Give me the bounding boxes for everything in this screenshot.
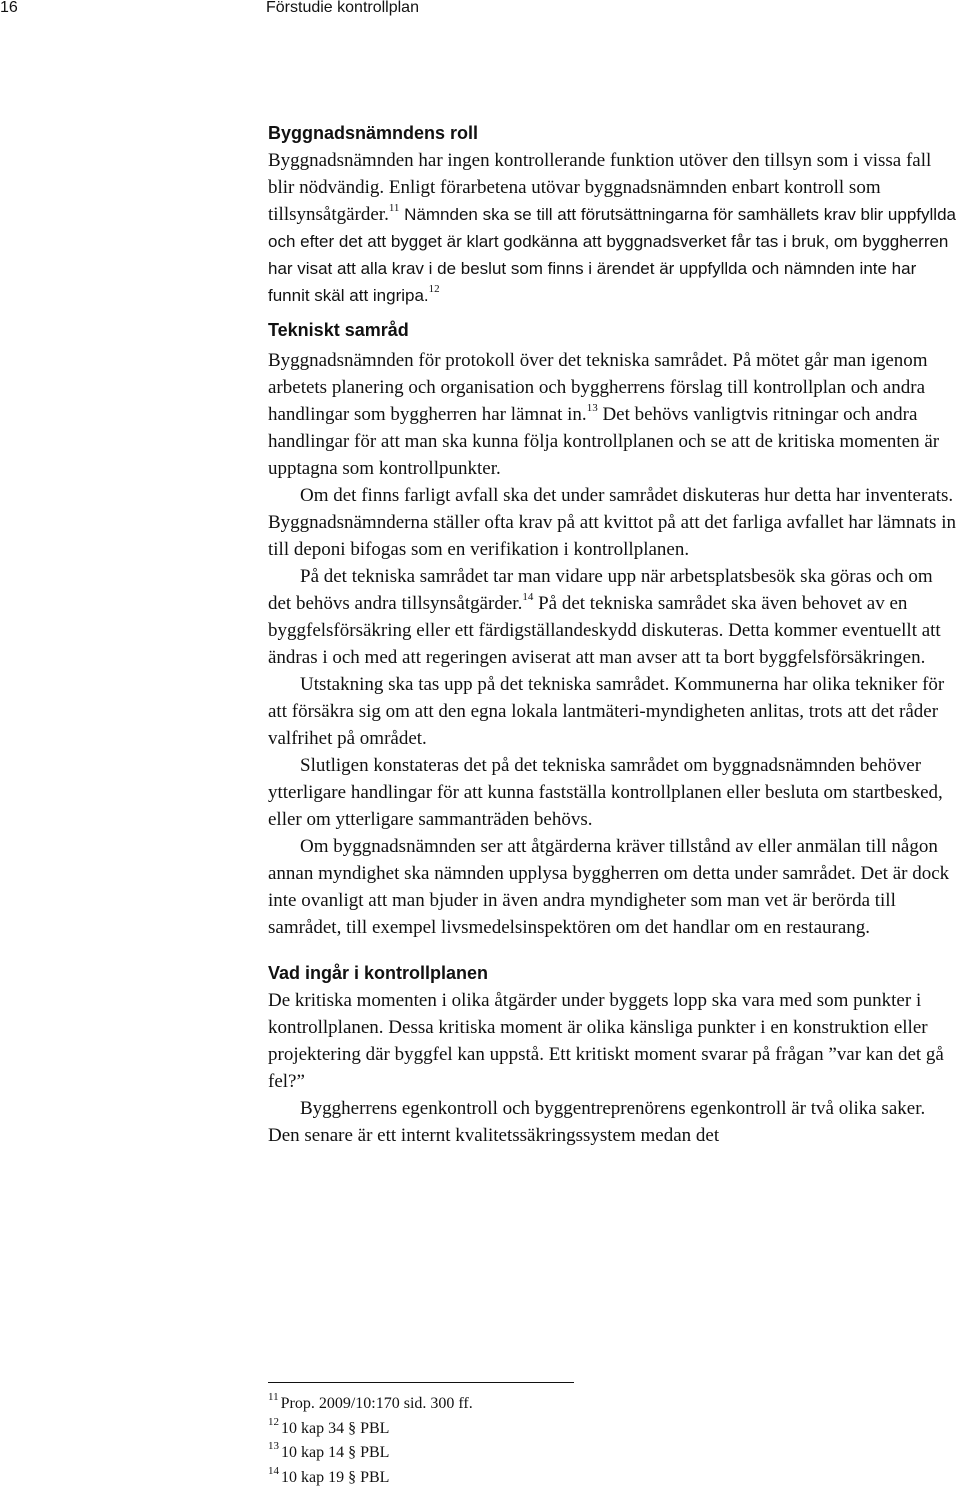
footnote-number: 13 [268, 1440, 279, 1452]
section-heading-vad-ingar-i-kontrollplanen: Vad ingår i kontrollplanen [268, 963, 489, 983]
footnote [268, 1466, 473, 1491]
paragraph: Om byggnadsnämnden ser att åtgärderna kräver tillstånd av eller anmälan till någon annan myndighet ska nämnden upplysa byggherren om detta under samrådet. Det är dock inte ovanligt att man bjuder in även andra myndigheter som man vet är berörda till samrådet, till exempel livsmedelsinspektören om det handlar om en restaurang. [268, 836, 950, 938]
paragraph: Om det finns farligt avfall ska det under samrådet diskuteras hur detta har inventerats. Byggnadsnämnderna ställer ofta krav på att kvittot på att det farliga avfallet har lämnats in till deponi bifogas som en verifikation i kontrollplanen. [268, 485, 956, 560]
footnote-reference: 11 [388, 202, 400, 214]
footnote-text: 10 kap 34 § PBL [281, 1419, 390, 1437]
footnotes [268, 1392, 473, 1490]
footnote-reference: 13 [586, 402, 598, 414]
paragraph: De kritiska momenten i olika åtgärder under byggets lopp ska vara med som punkter i kontrollplanen. Dessa kritiska moment är olika känsliga punkter i en konstruktion eller projektering där byggfel kan uppstå. Ett kritiskt moment svarar på frågan ”var kan det gå fel?” [268, 990, 944, 1092]
main-content [268, 121, 958, 1149]
footnote [268, 1441, 473, 1466]
paragraph [268, 563, 958, 671]
sans-text: Nämnden ska se till att förutsättningarna för samhällets krav blir uppfyllda och efter det att bygget är klart godkänna att byggnadsverket får tas i bruk, om byggherren har visat att alla krav i de beslut som finns i ärendet är uppfyllda och nämnden inte har funnit skäl att ingripa. [268, 205, 956, 305]
footnote-number: 14 [268, 1464, 279, 1477]
paragraph-text: Byggnadsnämnden har ingen kontrollerande funktion utöver den tillsyn som i vissa fall blir nödvändig. Enligt förarbetena utövar byggnadsnämnden enbart kontroll som tillsynsåtgärder. [268, 150, 932, 225]
footnote-number: 12 [268, 1415, 279, 1428]
footnote-text: 10 kap 14 § PBL [281, 1444, 390, 1461]
footnote-text: Prop. 2009/10:170 sid. 300 ff. [280, 1395, 473, 1412]
footnote-text: 10 kap 19 § PBL [281, 1468, 390, 1486]
paragraph-text: Byggnadsnämnden för protokoll över det tekniska samrådet. På mötet går man igenom arbetets planering och organisation och byggherrens förslag till kontrollplan och andra handlingar som byggherren har lämnat in. [268, 350, 928, 425]
paragraph: Slutligen konstateras det på det tekniska samrådet om byggnadsnämnden behöver ytterligare handlingar för att kunna fastställa kontrollplanen eller besluta om startbesked, eller om ytterligare sammanträden behövs. [268, 755, 943, 830]
footnote-reference: 12 [428, 283, 440, 295]
footnote [268, 1417, 473, 1442]
paragraph-text: Det behövs vanligtvis ritningar och andra handlingar för att man ska kunna följa kontrollplanen och se att de kritiska momenten är upptagna som kontrollpunkter. [268, 404, 940, 479]
paragraph: Byggherrens egenkontroll och byggentreprenörens egenkontroll är två olika saker. Den senare är ett internt kvalitetssäkringssystem medan det [268, 1098, 926, 1146]
footnote [268, 1392, 473, 1417]
paragraph-text: På det tekniska samrådet ska även behovet av en byggfelsförsäkring eller ett färdigställandeskydd diskuteras. Detta kommer eventuellt att ändras i och med att regeringen aviserat att man avser att ta bort byggfelsförsäkringen. [268, 593, 941, 668]
page-number: 16 [0, 0, 18, 16]
paragraph-text: På det tekniska samrådet tar man vidare upp när arbetsplatsbesök ska göras och om det behövs andra tillsynsåtgärder. [268, 566, 933, 614]
paragraph [268, 347, 958, 482]
footnote-separator [268, 1382, 574, 1383]
section-heading-byggnadsnamndens-roll: Byggnadsnämndens roll [268, 123, 479, 143]
footnote-reference: 14 [522, 591, 534, 603]
running-title: Förstudie kontrollplan [266, 0, 419, 16]
paragraph [268, 147, 958, 309]
section-heading-tekniskt-samrad: Tekniskt samråd [268, 320, 409, 340]
footnote-number: 11 [268, 1391, 279, 1403]
paragraph: Utstakning ska tas upp på det tekniska samrådet. Kommunerna har olika tekniker för att försäkra sig om att den egna lokala lantmäteri-myndigheten anlitas, trots att det råder valfrihet på området. [268, 674, 945, 749]
